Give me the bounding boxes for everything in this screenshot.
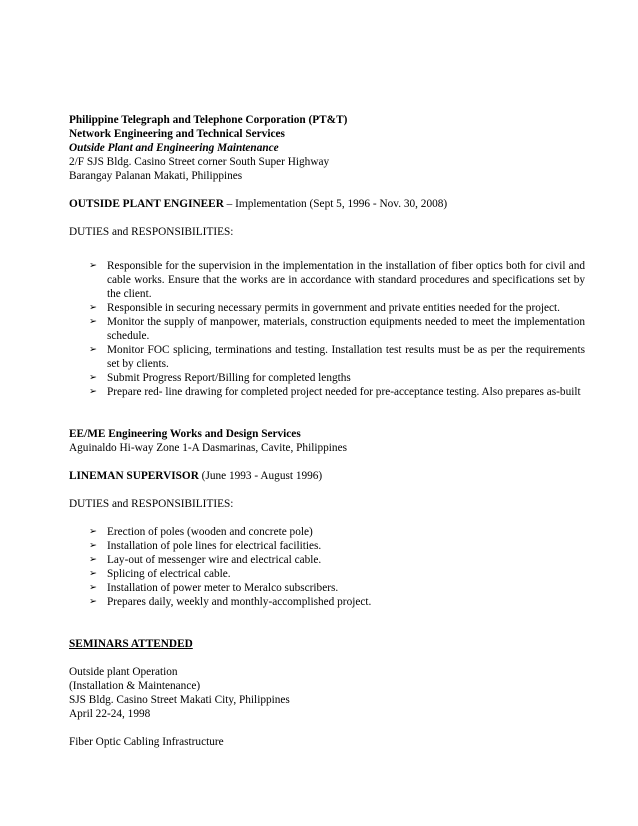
position-line — [69, 469, 579, 483]
employer-department: Outside Plant and Engineering Maintenance — [69, 142, 279, 154]
arrow-bullet-icon: ➢ — [89, 260, 97, 271]
seminar-title: Outside plant Operation — [69, 666, 178, 678]
arrow-bullet-icon: ➢ — [89, 386, 97, 397]
list-item: ➢ Erection of poles (wooden and concrete pole) — [89, 526, 313, 538]
arrow-bullet-icon: ➢ — [89, 582, 97, 593]
list-item: ➢ Responsible in securing necessary permits in government and private entities needed for the project. — [89, 302, 560, 314]
list-item: ➢ Prepare red- line drawing for completed project needed for pre-acceptance testing. Also prepares as-built — [89, 386, 581, 398]
position-detail: (June 1993 - August 1996) — [198, 470, 323, 482]
arrow-bullet-icon: ➢ — [89, 526, 97, 537]
position-title: LINEMAN SUPERVISOR — [69, 470, 199, 482]
list-item: ➢ Prepares daily, weekly and monthly-accomplished project. — [89, 596, 372, 608]
employer-address-line-1: 2/F SJS Bldg. Casino Street corner South Super Highway — [69, 156, 330, 168]
duties-list — [69, 525, 579, 609]
arrow-bullet-icon: ➢ — [89, 568, 97, 579]
seminar-title: Fiber Optic Cabling Infrastructure — [69, 736, 224, 748]
arrow-bullet-icon: ➢ — [89, 344, 97, 355]
list-item: ➢ Monitor FOC splicing, terminations and testing. Installation test results must be as per the requirements set by clients. — [89, 344, 585, 370]
list-item: ➢ Splicing of electrical cable. — [89, 568, 231, 580]
resume-page — [69, 113, 585, 749]
arrow-bullet-icon: ➢ — [89, 540, 97, 551]
employer-division: Network Engineering and Technical Services — [69, 128, 285, 140]
position-line — [69, 197, 579, 211]
arrow-bullet-icon: ➢ — [89, 554, 97, 565]
list-item: ➢ Installation of pole lines for electrical facilities. — [89, 540, 322, 552]
duties-heading: DUTIES and RESPONSIBILITIES: — [69, 226, 234, 238]
position-title: OUTSIDE PLANT ENGINEER — [69, 198, 224, 210]
list-item: ➢ Submit Progress Report/Billing for completed lengths — [89, 372, 351, 384]
list-item: ➢ Lay-out of messenger wire and electrical cable. — [89, 554, 322, 566]
employer-name: EE/ME Engineering Works and Design Services — [69, 428, 301, 440]
list-item: ➢ Installation of power meter to Meralco subscribers. — [89, 582, 339, 594]
seminar-subtitle: (Installation & Maintenance) — [69, 680, 201, 692]
employer-address-line-2: Barangay Palanan Makati, Philippines — [69, 170, 243, 182]
employer-name: Philippine Telegraph and Telephone Corporation (PT&T) — [69, 114, 348, 126]
arrow-bullet-icon: ➢ — [89, 372, 97, 383]
position-detail: – Implementation (Sept 5, 1996 - Nov. 30, 2008) — [223, 198, 448, 210]
duties-list — [69, 259, 585, 399]
employer-address: Aguinaldo Hi-way Zone 1-A Dasmarinas, Cavite, Philippines — [69, 442, 347, 454]
seminar-venue: SJS Bldg. Casino Street Makati City, Philippines — [69, 694, 290, 706]
seminars-heading: SEMINARS ATTENDED — [69, 638, 193, 650]
list-item: ➢ Responsible for the supervision in the implementation in the installation of fiber optics both for civil and cable works. Ensure that the works are in accordance with standard procedures and specifications set by the client. — [89, 260, 585, 300]
arrow-bullet-icon: ➢ — [89, 596, 97, 607]
list-item: ➢ Monitor the supply of manpower, materials, construction equipments needed to meet the implementation schedule. — [89, 316, 585, 342]
arrow-bullet-icon: ➢ — [89, 316, 97, 327]
duties-heading: DUTIES and RESPONSIBILITIES: — [69, 498, 234, 510]
seminar-date: April 22-24, 1998 — [69, 708, 151, 720]
arrow-bullet-icon: ➢ — [89, 302, 97, 313]
